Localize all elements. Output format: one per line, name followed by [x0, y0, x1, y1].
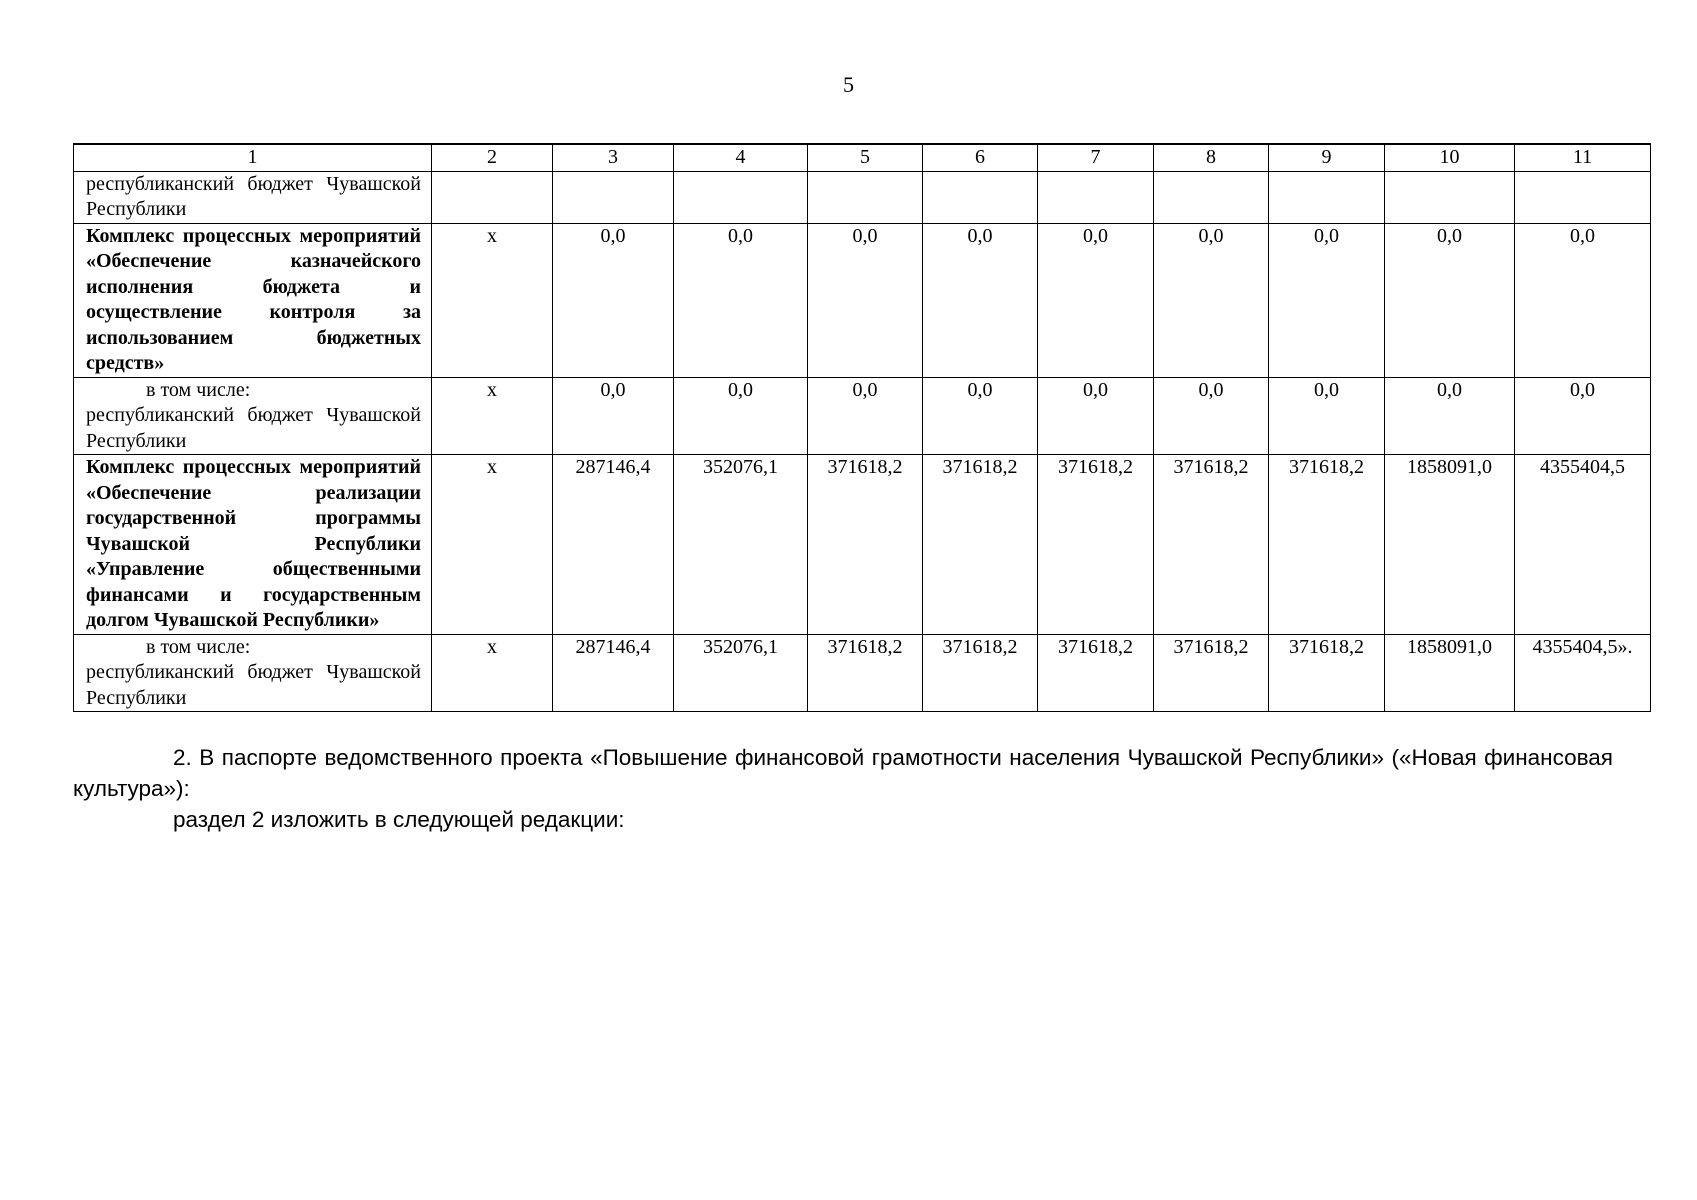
- table-cell: 0,0: [553, 377, 674, 455]
- table-cell: [674, 171, 808, 223]
- table-cell: 0,0: [1269, 377, 1385, 455]
- column-header: 6: [923, 144, 1038, 171]
- table-cell: 371618,2: [923, 634, 1038, 712]
- page-number: 5: [843, 72, 854, 97]
- budget-table: [73, 143, 1651, 712]
- table-cell: 371618,2: [1154, 634, 1269, 712]
- table-cell: 0,0: [1385, 377, 1515, 455]
- table-cell: 0,0: [923, 223, 1038, 377]
- table-cell: [1154, 171, 1269, 223]
- table-cell: 0,0: [1515, 223, 1651, 377]
- column-header: 11: [1515, 144, 1651, 171]
- table-cell: 1858091,0: [1385, 455, 1515, 635]
- table-cell: 371618,2: [923, 455, 1038, 635]
- table-cell: [553, 171, 674, 223]
- column-header: 4: [674, 144, 808, 171]
- table-row: [74, 171, 1651, 223]
- table-cell: [1515, 171, 1651, 223]
- body-text: [73, 742, 1613, 835]
- table-cell: 371618,2: [1038, 634, 1154, 712]
- table-cell: 0,0: [1154, 377, 1269, 455]
- row-name-prefix: в том числе:: [146, 635, 251, 658]
- table-cell: 0,0: [808, 377, 923, 455]
- table-cell: 0,0: [923, 377, 1038, 455]
- table-cell: 371618,2: [1154, 455, 1269, 635]
- table-cell: [923, 171, 1038, 223]
- row-name: Комплекс процессных мероприятий «Обеспечение казначейского исполнения бюджета и осуществление контроля за использованием бюджетных средств»: [74, 223, 432, 377]
- table-cell: [808, 171, 923, 223]
- table-cell: 1858091,0: [1385, 634, 1515, 712]
- paragraph: раздел 2 изложить в следующей редакции:: [173, 807, 625, 832]
- row-name: Комплекс процессных мероприятий «Обеспечение реализации государственной программы Чувашской Республики «Управление общественными финансами и государственным долгом Чувашской Республики»: [74, 455, 432, 635]
- column-header: 9: [1269, 144, 1385, 171]
- table-cell: 352076,1: [674, 455, 808, 635]
- table-cell: 0,0: [1385, 223, 1515, 377]
- column-header: 10: [1385, 144, 1515, 171]
- table-cell: [432, 171, 553, 223]
- row-name: [74, 634, 432, 712]
- table-cell: 371618,2: [1269, 634, 1385, 712]
- table-cell: 371618,2: [1038, 455, 1154, 635]
- column-header: 2: [432, 144, 553, 171]
- table-cell: х: [432, 377, 553, 455]
- table-cell: 287146,4: [553, 455, 674, 635]
- table-cell: 0,0: [1269, 223, 1385, 377]
- paragraph: 2. В паспорте ведомственного проекта «Повышение финансовой грамотности населения Чувашской Республики» («Новая финансовая культура»):: [73, 745, 1613, 801]
- table-cell: 0,0: [674, 223, 808, 377]
- table-cell: 371618,2: [808, 634, 923, 712]
- column-header: 5: [808, 144, 923, 171]
- row-name-text: республиканский бюджет Чувашской Республики: [86, 661, 421, 709]
- table-cell: х: [432, 634, 553, 712]
- table-cell: 0,0: [553, 223, 674, 377]
- table-row: [74, 634, 1651, 712]
- table-cell: 371618,2: [1269, 455, 1385, 635]
- table-row: [74, 377, 1651, 455]
- table-cell: 0,0: [1038, 377, 1154, 455]
- row-name: республиканский бюджет Чувашской Республики: [74, 171, 432, 223]
- row-name-text: республиканский бюджет Чувашской Республики: [86, 404, 421, 452]
- table-cell: [1385, 171, 1515, 223]
- table-cell: 352076,1: [674, 634, 808, 712]
- table-row: [74, 455, 1651, 635]
- table-cell: 4355404,5: [1515, 455, 1651, 635]
- table-header-row: [74, 144, 1651, 171]
- table-cell: 0,0: [808, 223, 923, 377]
- table-cell: 0,0: [674, 377, 808, 455]
- column-header: 7: [1038, 144, 1154, 171]
- table-cell: 371618,2: [808, 455, 923, 635]
- table-row: [74, 223, 1651, 377]
- column-header: 3: [553, 144, 674, 171]
- table-cell: [1038, 171, 1154, 223]
- column-header: 8: [1154, 144, 1269, 171]
- column-header: 1: [74, 144, 432, 171]
- row-name: [74, 377, 432, 455]
- table-cell: 0,0: [1038, 223, 1154, 377]
- table-cell: [1269, 171, 1385, 223]
- table-cell: 4355404,5».: [1515, 634, 1651, 712]
- table-cell: 0,0: [1515, 377, 1651, 455]
- table-cell: 0,0: [1154, 223, 1269, 377]
- table-cell: х: [432, 455, 553, 635]
- table-cell: х: [432, 223, 553, 377]
- row-name-prefix: в том числе:: [146, 378, 251, 401]
- table-cell: 287146,4: [553, 634, 674, 712]
